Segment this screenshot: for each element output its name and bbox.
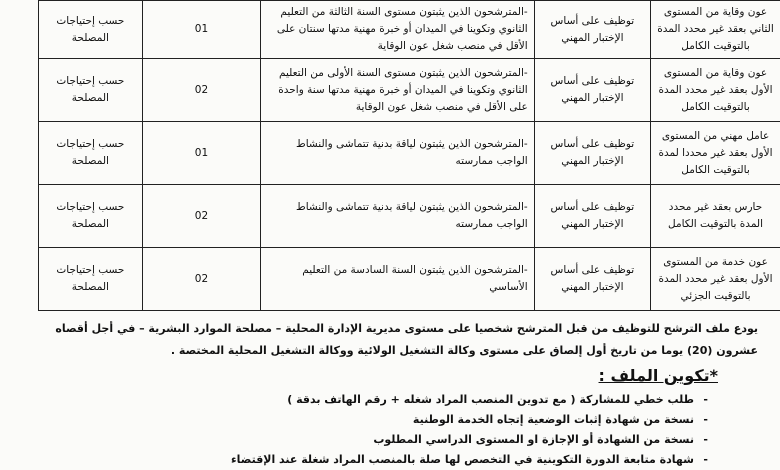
recruitment-table [38, 0, 780, 311]
list-item: - نسخة من الشهادة أو الإجازة او المستوى الدراسي المطلوب [231, 430, 710, 450]
conditions-cell: -المترشحون الذين يثبتون لياقة بدنية تتماشى والنشاط الواجب ممارسته [261, 122, 535, 185]
list-item: - طلب خطي للمشاركة ( مع تدوين المنصب المراد شغله + رقم الهاتف بدقة ) [231, 390, 710, 410]
table-row [39, 59, 780, 122]
post-cell: حارس بعقد غير محدد المدة بالتوقيت الكامل [651, 185, 780, 248]
number-cell: 02 [142, 248, 260, 311]
list-item: - شهادة متابعة الدورة التكوينية في التخصص لها صلة بالمنصب المراد شغلة عند الإقتضاء [231, 450, 710, 470]
number-cell: 01 [142, 122, 260, 185]
table-row [39, 1, 780, 59]
post-cell: عون خدمة من المستوى الأول بعقد غير محدد المدة بالتوقيت الجزئي [651, 248, 780, 311]
mode-cell: توظيف على أساس الإختبار المهني [534, 248, 650, 311]
mode-cell: توظيف على أساس الإختبار المهني [534, 185, 650, 248]
conditions-cell: -المترشحون الذين يثبتون مستوى السنة الأولى من التعليم الثانوي وتكوينا في الميدان أو خبرة مهنية مدتها سنة واحدة على الأقل في منصب شغل عون الوقاية [261, 59, 535, 122]
deposit-paragraph-line-1: يودع ملف الترشح للتوظيف من قبل المترشح شخصيا على مستوى مديرية الإدارة المحلية – مصلحة الموارد البشرية – في أجل أقصاه [55, 322, 758, 335]
number-cell: 02 [142, 185, 260, 248]
post-cell: عون وقاية من المستوى الأول بعقد غير محدد المدة بالتوقيت الكامل [651, 59, 780, 122]
mode-cell: توظيف على أساس الإختبار المهني [534, 59, 650, 122]
need-cell: حسب إحتياجات المصلحة [39, 122, 143, 185]
conditions-cell: -المترشحون الذين يثبتون لياقة بدنية تتماشى والنشاط الواجب ممارسته [261, 185, 535, 248]
table-row [39, 248, 780, 311]
table-row [39, 122, 780, 185]
file-composition-heading: *تكوين الملف : [598, 366, 718, 385]
need-cell: حسب إحتياجات المصلحة [39, 248, 143, 311]
mode-cell: توظيف على أساس الإختبار المهني [534, 122, 650, 185]
number-cell: 01 [142, 1, 260, 59]
deposit-paragraph-line-2: عشرون (20) يوما من تاريخ أول إلصاق على مستوى وكالة التشغيل الولائية ووكالة التشغيل المحلية المختصة . [170, 344, 758, 357]
post-cell: عامل مهني من المستوى الأول بعقد غير محددا لمدة بالتوقيت الكامل [651, 122, 780, 185]
conditions-cell: -المترشحون الذين يثبتون مستوى السنة الثالثة من التعليم الثانوي وتكوينا في الميدان أو خبرة مهنية مدتها سنتان على الأقل في منصب شغل عون الوقاية [261, 1, 535, 59]
post-cell: عون وقاية من المستوى الثاني بعقد غير محدد المدة بالتوقيت الكامل [651, 1, 780, 59]
need-cell: حسب إحتياجات المصلحة [39, 1, 143, 59]
need-cell: حسب إحتياجات المصلحة [39, 59, 143, 122]
table-row [39, 185, 780, 248]
mode-cell: توظيف على أساس الإختبار المهني [534, 1, 650, 59]
need-cell: حسب إحتياجات المصلحة [39, 185, 143, 248]
conditions-cell: -المترشحون الذين يثبتون السنة السادسة من التعليم الأساسي [261, 248, 535, 311]
document-list [231, 390, 710, 470]
number-cell: 02 [142, 59, 260, 122]
list-item: - نسخة من شهادة إثبات الوضعية إتجاه الخدمة الوطنية [231, 410, 710, 430]
